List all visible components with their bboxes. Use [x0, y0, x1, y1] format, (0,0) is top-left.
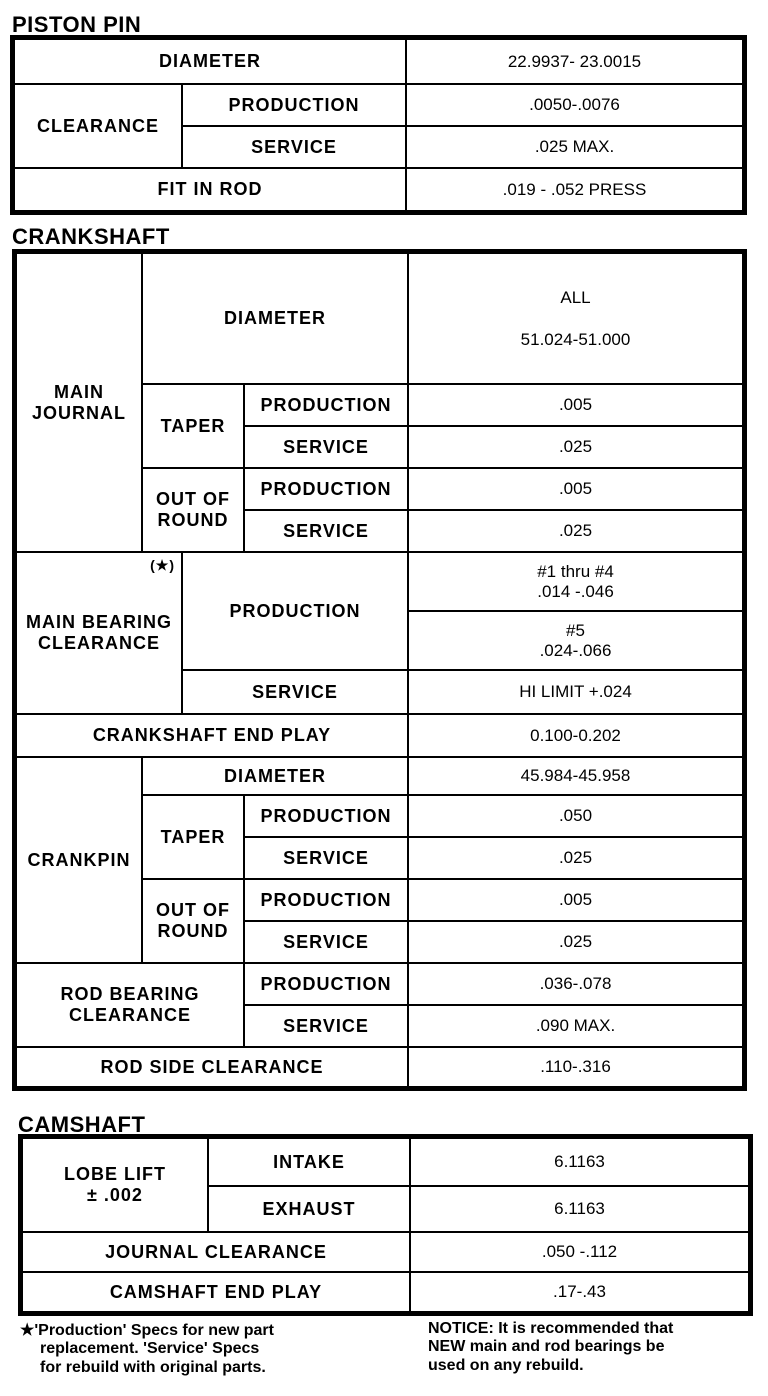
lobe-lift-label: LOBE LIFT — [64, 1164, 166, 1185]
pp-production-value: .0050-.0076 — [406, 84, 743, 126]
mj-taper-production-value: .005 — [408, 384, 743, 426]
rb-service-label: SERVICE — [244, 1005, 408, 1047]
rb-production-value: .036-.078 — [408, 963, 743, 1005]
notice-footnote — [428, 1320, 673, 1375]
exhaust-label: EXHAUST — [208, 1186, 410, 1232]
mj-taper-service-label: SERVICE — [244, 426, 408, 468]
crank-end-play-value: 0.100-0.202 — [408, 714, 743, 757]
cp-taper-service-label: SERVICE — [244, 837, 408, 879]
crankshaft-heading: CRANKSHAFT — [12, 224, 170, 249]
cp-taper-production-value: .050 — [408, 795, 743, 837]
journal-clearance-value: .050 -.112 — [410, 1232, 749, 1272]
piston-pin-heading: PISTON PIN — [12, 12, 142, 37]
pp-service-label: SERVICE — [182, 126, 406, 168]
cp-taper-production-label: PRODUCTION — [244, 795, 408, 837]
mj-oor-production-value: .005 — [408, 468, 743, 510]
pp-fit-value: .019 - .052 PRESS — [406, 168, 743, 211]
mj-taper-service-value: .025 — [408, 426, 743, 468]
mj-taper-production-label: PRODUCTION — [244, 384, 408, 426]
star-mark: (★) — [150, 557, 175, 573]
rod-bearing-label: ROD BEARING CLEARANCE — [16, 963, 244, 1047]
cam-end-play-label: CAMSHAFT END PLAY — [22, 1272, 410, 1312]
cam-end-play-value: .17-.43 — [410, 1272, 749, 1312]
notice-line3: used on any rebuild. — [428, 1356, 584, 1374]
mj-oor-production-label: PRODUCTION — [244, 468, 408, 510]
camshaft-heading: CAMSHAFT — [18, 1112, 146, 1137]
mj-diameter-label: DIAMETER — [142, 253, 408, 384]
mb-production-2-value: .024-.066 — [539, 640, 612, 660]
pp-clearance-label: CLEARANCE — [14, 84, 182, 168]
mb-production-1-range: #1 thru #4 — [537, 561, 614, 581]
journal-clearance-label: JOURNAL CLEARANCE — [22, 1232, 410, 1272]
main-bearing-label: MAIN BEARING CLEARANCE — [26, 612, 172, 653]
crank-end-play-label: CRANKSHAFT END PLAY — [16, 714, 408, 757]
cp-diameter-value: 45.984-45.958 — [408, 757, 743, 795]
mb-production-label: PRODUCTION — [182, 552, 408, 670]
mj-taper-label: TAPER — [142, 384, 244, 468]
lobe-lift-cell — [22, 1138, 208, 1232]
exhaust-value: 6.1163 — [410, 1186, 749, 1232]
cp-taper-label: TAPER — [142, 795, 244, 879]
piston-pin-table — [13, 38, 744, 212]
mb-production-1-value: .014 -.046 — [537, 581, 614, 601]
cp-oor-production-value: .005 — [408, 879, 743, 921]
pp-diameter-label: DIAMETER — [14, 39, 406, 84]
pp-production-label: PRODUCTION — [182, 84, 406, 126]
rb-production-label: PRODUCTION — [244, 963, 408, 1005]
main-bearing-label-cell — [16, 552, 182, 714]
notice-line2: NEW main and rod bearings be — [428, 1338, 665, 1356]
mj-oor-label: OUT OF ROUND — [142, 468, 244, 552]
cp-taper-service-value: .025 — [408, 837, 743, 879]
pp-service-value: .025 MAX. — [406, 126, 743, 168]
cp-oor-production-label: PRODUCTION — [244, 879, 408, 921]
cp-oor-label: OUT OF ROUND — [142, 879, 244, 963]
pp-diameter-value: 22.9937- 23.0015 — [406, 39, 743, 84]
mb-production-2 — [408, 611, 743, 670]
mb-production-1 — [408, 552, 743, 611]
mj-diameter-value: 51.024-51.000 — [520, 329, 631, 349]
mb-service-value: HI LIMIT +.024 — [408, 670, 743, 714]
main-journal-label: MAIN JOURNAL — [16, 253, 142, 552]
notice-line1: NOTICE: It is recommended that — [428, 1320, 674, 1337]
rod-side-value: .110-.316 — [408, 1047, 743, 1087]
rod-side-label: ROD SIDE CLEARANCE — [16, 1047, 408, 1087]
camshaft-table — [21, 1137, 750, 1313]
pp-fit-label: FIT IN ROD — [14, 168, 406, 211]
mb-production-2-range: #5 — [566, 620, 585, 640]
mj-oor-service-value: .025 — [408, 510, 743, 552]
mj-diameter-cell — [408, 253, 743, 384]
mb-service-label: SERVICE — [182, 670, 408, 714]
intake-value: 6.1163 — [410, 1138, 749, 1186]
cp-oor-service-label: SERVICE — [244, 921, 408, 963]
star-footnote — [20, 1322, 274, 1377]
mj-diameter-all: ALL — [560, 287, 591, 307]
cp-diameter-label: DIAMETER — [142, 757, 408, 795]
crankshaft-table — [15, 252, 744, 1088]
cp-oor-service-value: .025 — [408, 921, 743, 963]
star-footnote-line2: replacement. 'Service' Specs — [40, 1340, 260, 1358]
intake-label: INTAKE — [208, 1138, 410, 1186]
star-footnote-line3: for rebuild with original parts. — [40, 1358, 266, 1376]
rb-service-value: .090 MAX. — [408, 1005, 743, 1047]
crankpin-label: CRANKPIN — [16, 757, 142, 963]
star-footnote-line1: ★'Production' Specs for new part — [20, 1322, 274, 1339]
mj-oor-service-label: SERVICE — [244, 510, 408, 552]
lobe-lift-tolerance: ± .002 — [87, 1185, 143, 1205]
